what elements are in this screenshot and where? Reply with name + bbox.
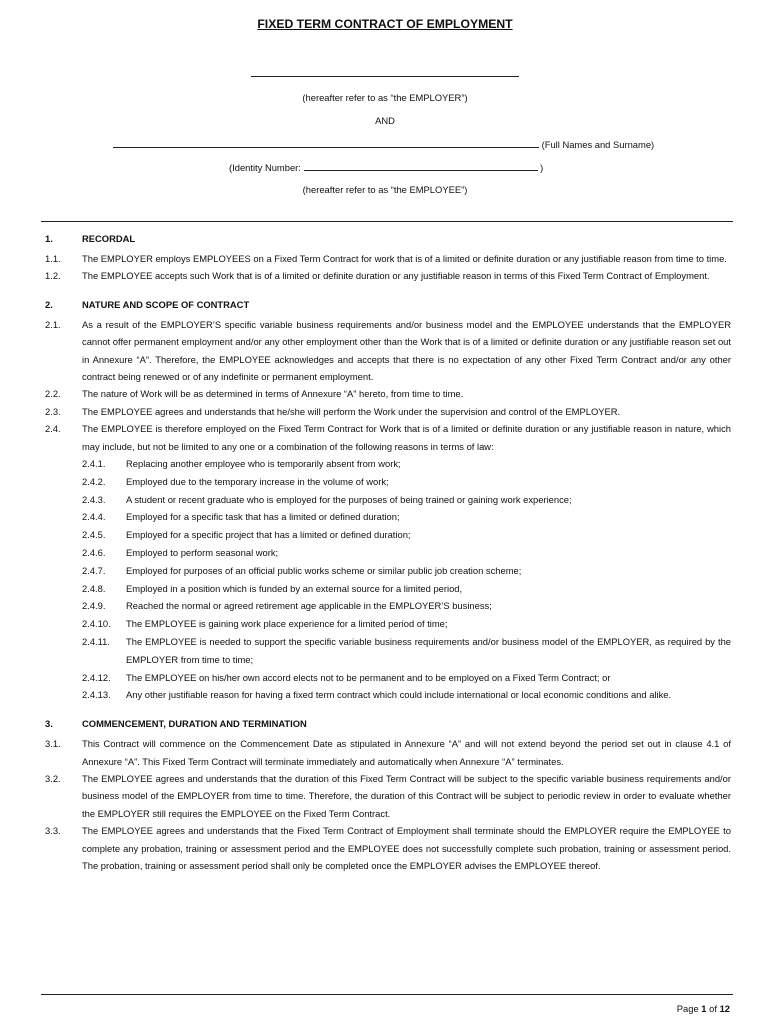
subclause-number: 2.4.13.: [82, 689, 111, 701]
and-label: AND: [375, 115, 395, 126]
identity-blank: [304, 161, 538, 171]
clause-text: The EMPLOYEE is therefore employed on the Fixed Term Contract for Work that is of a limited or definite duration or any justifiable reason in nature, which may include, but not be limited to any one or a combination of the following reasons in terms of law:: [82, 423, 731, 452]
clause: [45, 316, 731, 386]
contract-body: [45, 232, 731, 874]
subclause: [45, 686, 731, 704]
section-heading: [45, 232, 731, 245]
subclause-number: 2.4.5.: [82, 529, 106, 541]
subclause: [45, 633, 731, 669]
clause-text: This Contract will commence on the Commencement Date as stipulated in Annexure “A” and will not extend beyond the period set out in clause 4.1 of Annexure “A”. This Fixed Term Contract will terminate immediately and automatically when Annexure “A” terminates.: [82, 738, 731, 767]
clause-text: The EMPLOYEE agrees and understands that he/she will perform the Work under the supervision and control of the EMPLOYER.: [82, 405, 621, 417]
employer-name-line: [0, 67, 770, 79]
identity-label: (Identity Number:: [229, 162, 301, 173]
clause-number: 1.2.: [45, 270, 61, 282]
clause-text: The EMPLOYER employs EMPLOYEES on a Fixed Term Contract for work that is of a limited or definite duration or any justifiable reason from time to time.: [82, 253, 727, 264]
subclause-text: Employed due to the temporary increase in the volume of work;: [126, 475, 389, 487]
subclause-text: Employed to perform seasonal work;: [126, 547, 279, 559]
bottom-divider: [41, 994, 733, 995]
subclause-text: The EMPLOYEE is needed to support the specific variable business requirements and/or business model of the EMPLOYER, as required by the EMPLOYER from time to time;: [126, 636, 731, 665]
clause-text: The EMPLOYEE accepts such Work that is of a limited or definite duration or any justifiable reason in terms of this Fixed Term Contract of Employment.: [82, 270, 710, 282]
section-heading: [45, 717, 731, 730]
clause-number: 3.1.: [45, 738, 61, 750]
section-title: COMMENCEMENT, DURATION AND TERMINATION: [82, 718, 307, 730]
clause-text: As a result of the EMPLOYER’S specific variable business requirements and/or business model and the EMPLOYEE understands that the EMPLOYER cannot offer permanent employment and/or any other employment other than the Work that is of a limited or definite duration or any justifiable reason set out in Annexure “A”. Therefore, the EMPLOYEE acknowledges and accepts that there is no expectation of any other Fixed Term Contract and/or any other contract being renewed or of any indefinite or permanent employment.: [82, 318, 731, 383]
subclause: [45, 526, 731, 544]
clause-number: 2.2.: [45, 388, 61, 400]
identity-close: ): [540, 162, 544, 173]
page-label: Page: [676, 1003, 699, 1014]
clause-number: 2.3.: [45, 405, 61, 417]
subclause-number: 2.4.8.: [82, 582, 106, 594]
subclause: [45, 562, 731, 580]
clause-number: 3.3.: [45, 825, 61, 837]
subclause-number: 2.4.11.: [82, 636, 110, 648]
subclause-text: Any other justifiable reason for having a fixed term contract which could include international or local economic conditions and alike.: [126, 689, 672, 701]
subclause-number: 2.4.7.: [82, 564, 106, 576]
subclause: [45, 508, 731, 526]
subclause-text: Reached the normal or agreed retirement age applicable in the EMPLOYER’S business;: [126, 600, 492, 612]
subclause-text: The EMPLOYEE on his/her own accord elects not to be permanent and to be employed on a Fixed Term Contract; or: [126, 671, 611, 683]
employer-ref: (hereafter refer to as “the EMPLOYER”): [302, 92, 468, 103]
subclause-text: Employed for purposes of an official public works scheme or similar public job creation scheme;: [126, 564, 522, 576]
subclause: [45, 615, 731, 633]
subclause-text: A student or recent graduate who is employed for the purposes of being trained or gaining work experience;: [126, 493, 572, 505]
section-title: RECORDAL: [82, 233, 136, 244]
top-divider: [41, 221, 733, 222]
subclause: [45, 580, 731, 598]
subclause-number: 2.4.3.: [82, 493, 106, 505]
current-page: 1: [701, 1003, 707, 1014]
subclause-number: 2.4.12.: [82, 671, 111, 683]
subclause-number: 2.4.1.: [82, 458, 106, 470]
subclause-number: 2.4.2.: [82, 475, 106, 487]
identity-number-line: [229, 161, 543, 173]
of-label: of: [709, 1003, 717, 1014]
subclause-text: The EMPLOYEE is gaining work place experience for a limited period of time;: [126, 618, 448, 630]
clause: [45, 420, 731, 455]
clause: [45, 250, 731, 267]
clause-text: The nature of Work will be as determined in terms of Annexure “A” hereto, from time to time.: [82, 388, 464, 400]
subclause-text: Employed in a position which is funded by an external source for a limited period,: [126, 582, 463, 594]
total-pages: 12: [719, 1003, 730, 1014]
section-number: 1.: [45, 233, 53, 244]
clause-text: The EMPLOYEE agrees and understands that the Fixed Term Contract of Employment shall terminate should the EMPLOYER require the EMPLOYEE to complete any probation, training or assessment period and the EMPLOYEE does not successfully complete such probation, training or assessment period. The probation, training or assessment period shall only be completed once the EMPLOYER advises the EMPLOYEE thereof.: [82, 825, 731, 872]
employee-ref: (hereafter refer to as “the EMPLOYEE”): [302, 184, 468, 195]
subclause: [45, 491, 731, 509]
clause: [45, 770, 731, 822]
subclause-number: 2.4.6.: [82, 547, 106, 559]
subclause-number: 2.4.10.: [82, 618, 111, 630]
subclause: [45, 669, 731, 687]
full-names-label: (Full Names and Surname): [541, 139, 655, 150]
employer-blank: [251, 67, 519, 77]
subclause: [45, 473, 731, 491]
clause: [45, 267, 731, 284]
section-title: NATURE AND SCOPE OF CONTRACT: [82, 298, 250, 310]
page-number: [677, 1003, 730, 1014]
section-number: 3.: [45, 718, 53, 730]
subclause-text: Replacing another employee who is temporarily absent from work;: [126, 458, 401, 470]
clause: [45, 735, 731, 770]
employee-names-line: [113, 138, 654, 150]
subclause-number: 2.4.9.: [82, 600, 106, 612]
clause-number: 2.1.: [45, 318, 61, 330]
clause: [45, 385, 731, 402]
subclause: [45, 455, 731, 473]
subclause-text: Employed for a specific project that has a limited or defined duration;: [126, 529, 411, 541]
clause-text: The EMPLOYEE agrees and understands that the duration of this Fixed Term Contract will be subject to the specific variable business requirements and/or business model of the EMPLOYER from time to time. Therefore, the duration of this Contract will be subject to periodic review in order to evaluate whether the EMPLOYER still requires the EMPLOYEE on the Fixed Term Contract.: [82, 773, 731, 819]
clause: [45, 822, 731, 874]
document-title: FIXED TERM CONTRACT OF EMPLOYMENT: [257, 17, 513, 31]
clause-number: 3.2.: [45, 773, 61, 785]
subclause-number: 2.4.4.: [82, 511, 106, 523]
subclause-text: Employed for a specific task that has a limited or defined duration;: [126, 511, 400, 523]
clause-number: 2.4.: [45, 423, 61, 435]
section-number: 2.: [45, 298, 53, 310]
section-heading: [45, 298, 731, 311]
clause: [45, 403, 731, 420]
subclause: [45, 544, 731, 562]
subclause: [45, 597, 731, 615]
employee-names-blank: [113, 138, 539, 148]
clause-number: 1.1.: [45, 253, 61, 264]
